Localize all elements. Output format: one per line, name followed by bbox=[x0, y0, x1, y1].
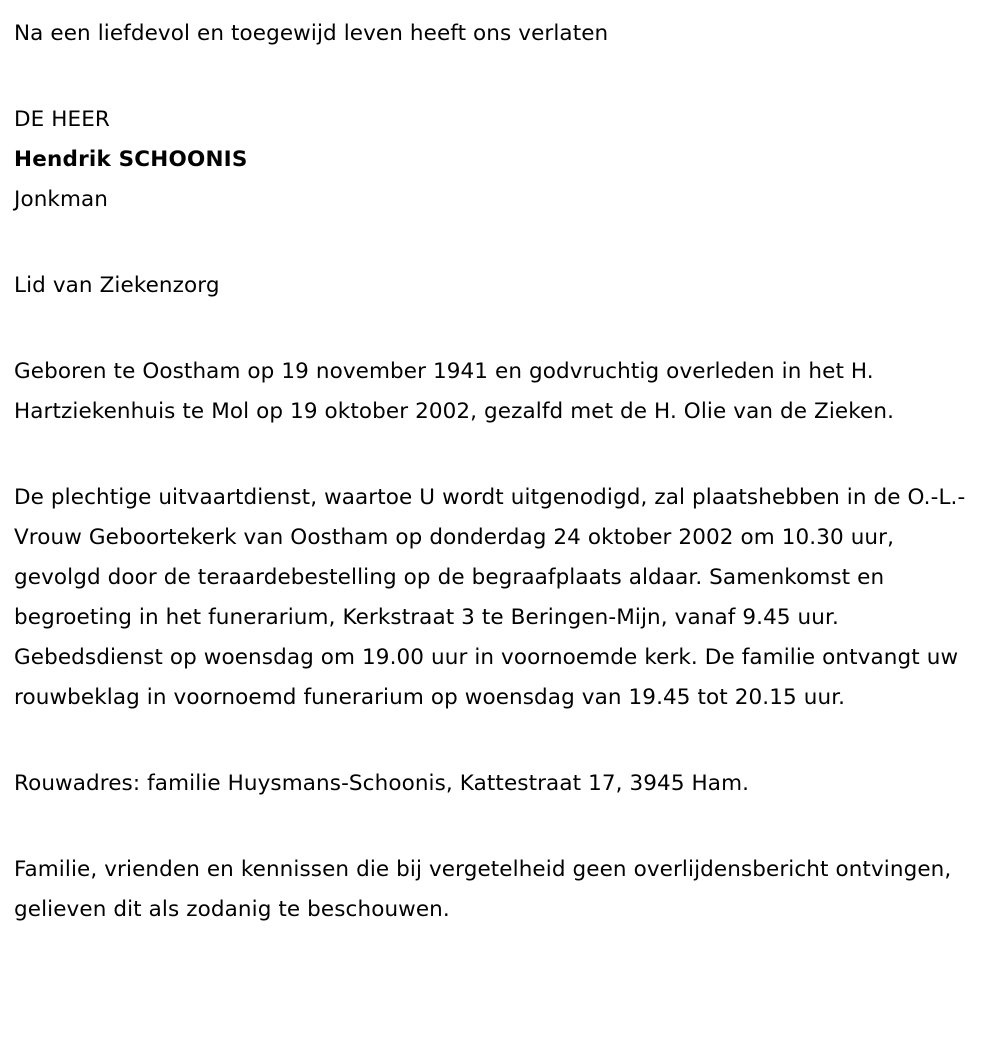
service-details-paragraph: De plechtige uitvaartdienst, waartoe U wordt uitgenodigd, zal plaatshebben in de O.-L.-Vrouw Geboortekerk van Oostham op donderdag 24 oktober 2002 om 10.30 uur, gevolgd door de teraardebestelling op de begraafplaats aldaar. Samenkomst en begroeting in het funerarium, Kerkstraat 3 te Beringen-Mijn, vanaf 9.45 uur. Gebedsdienst op woensdag om 19.00 uur in voornoemde kerk. De familie ontvangt uw rouwbeklag in voornoemd funerarium op woensdag van 19.45 tot 20.15 uur. bbox=[14, 485, 966, 710]
deceased-nickname: Jonkman bbox=[14, 187, 109, 212]
deceased-identity-block bbox=[14, 100, 984, 220]
closing-note-paragraph: Familie, vrienden en kennissen die bij vergetelheid geen overlijdensbericht ontvingen, gelieven dit als zodanig te beschouwen. bbox=[14, 857, 952, 922]
membership-line: Lid van Ziekenzorg bbox=[14, 273, 220, 298]
deceased-name: Hendrik SCHOONIS bbox=[14, 147, 248, 172]
mourning-address-line: Rouwadres: familie Huysmans-Schoonis, Kattestraat 17, 3945 Ham. bbox=[14, 771, 750, 796]
deceased-honorific: DE HEER bbox=[14, 107, 110, 132]
opening-statement: Na een liefdevol en toegewijd leven heeft ons verlaten bbox=[14, 21, 609, 46]
life-details-paragraph: Geboren te Oostham op 19 november 1941 en godvruchtig overleden in het H. Hartziekenhuis te Mol op 19 oktober 2002, gezalfd met de H. Olie van de Zieken. bbox=[14, 359, 895, 424]
